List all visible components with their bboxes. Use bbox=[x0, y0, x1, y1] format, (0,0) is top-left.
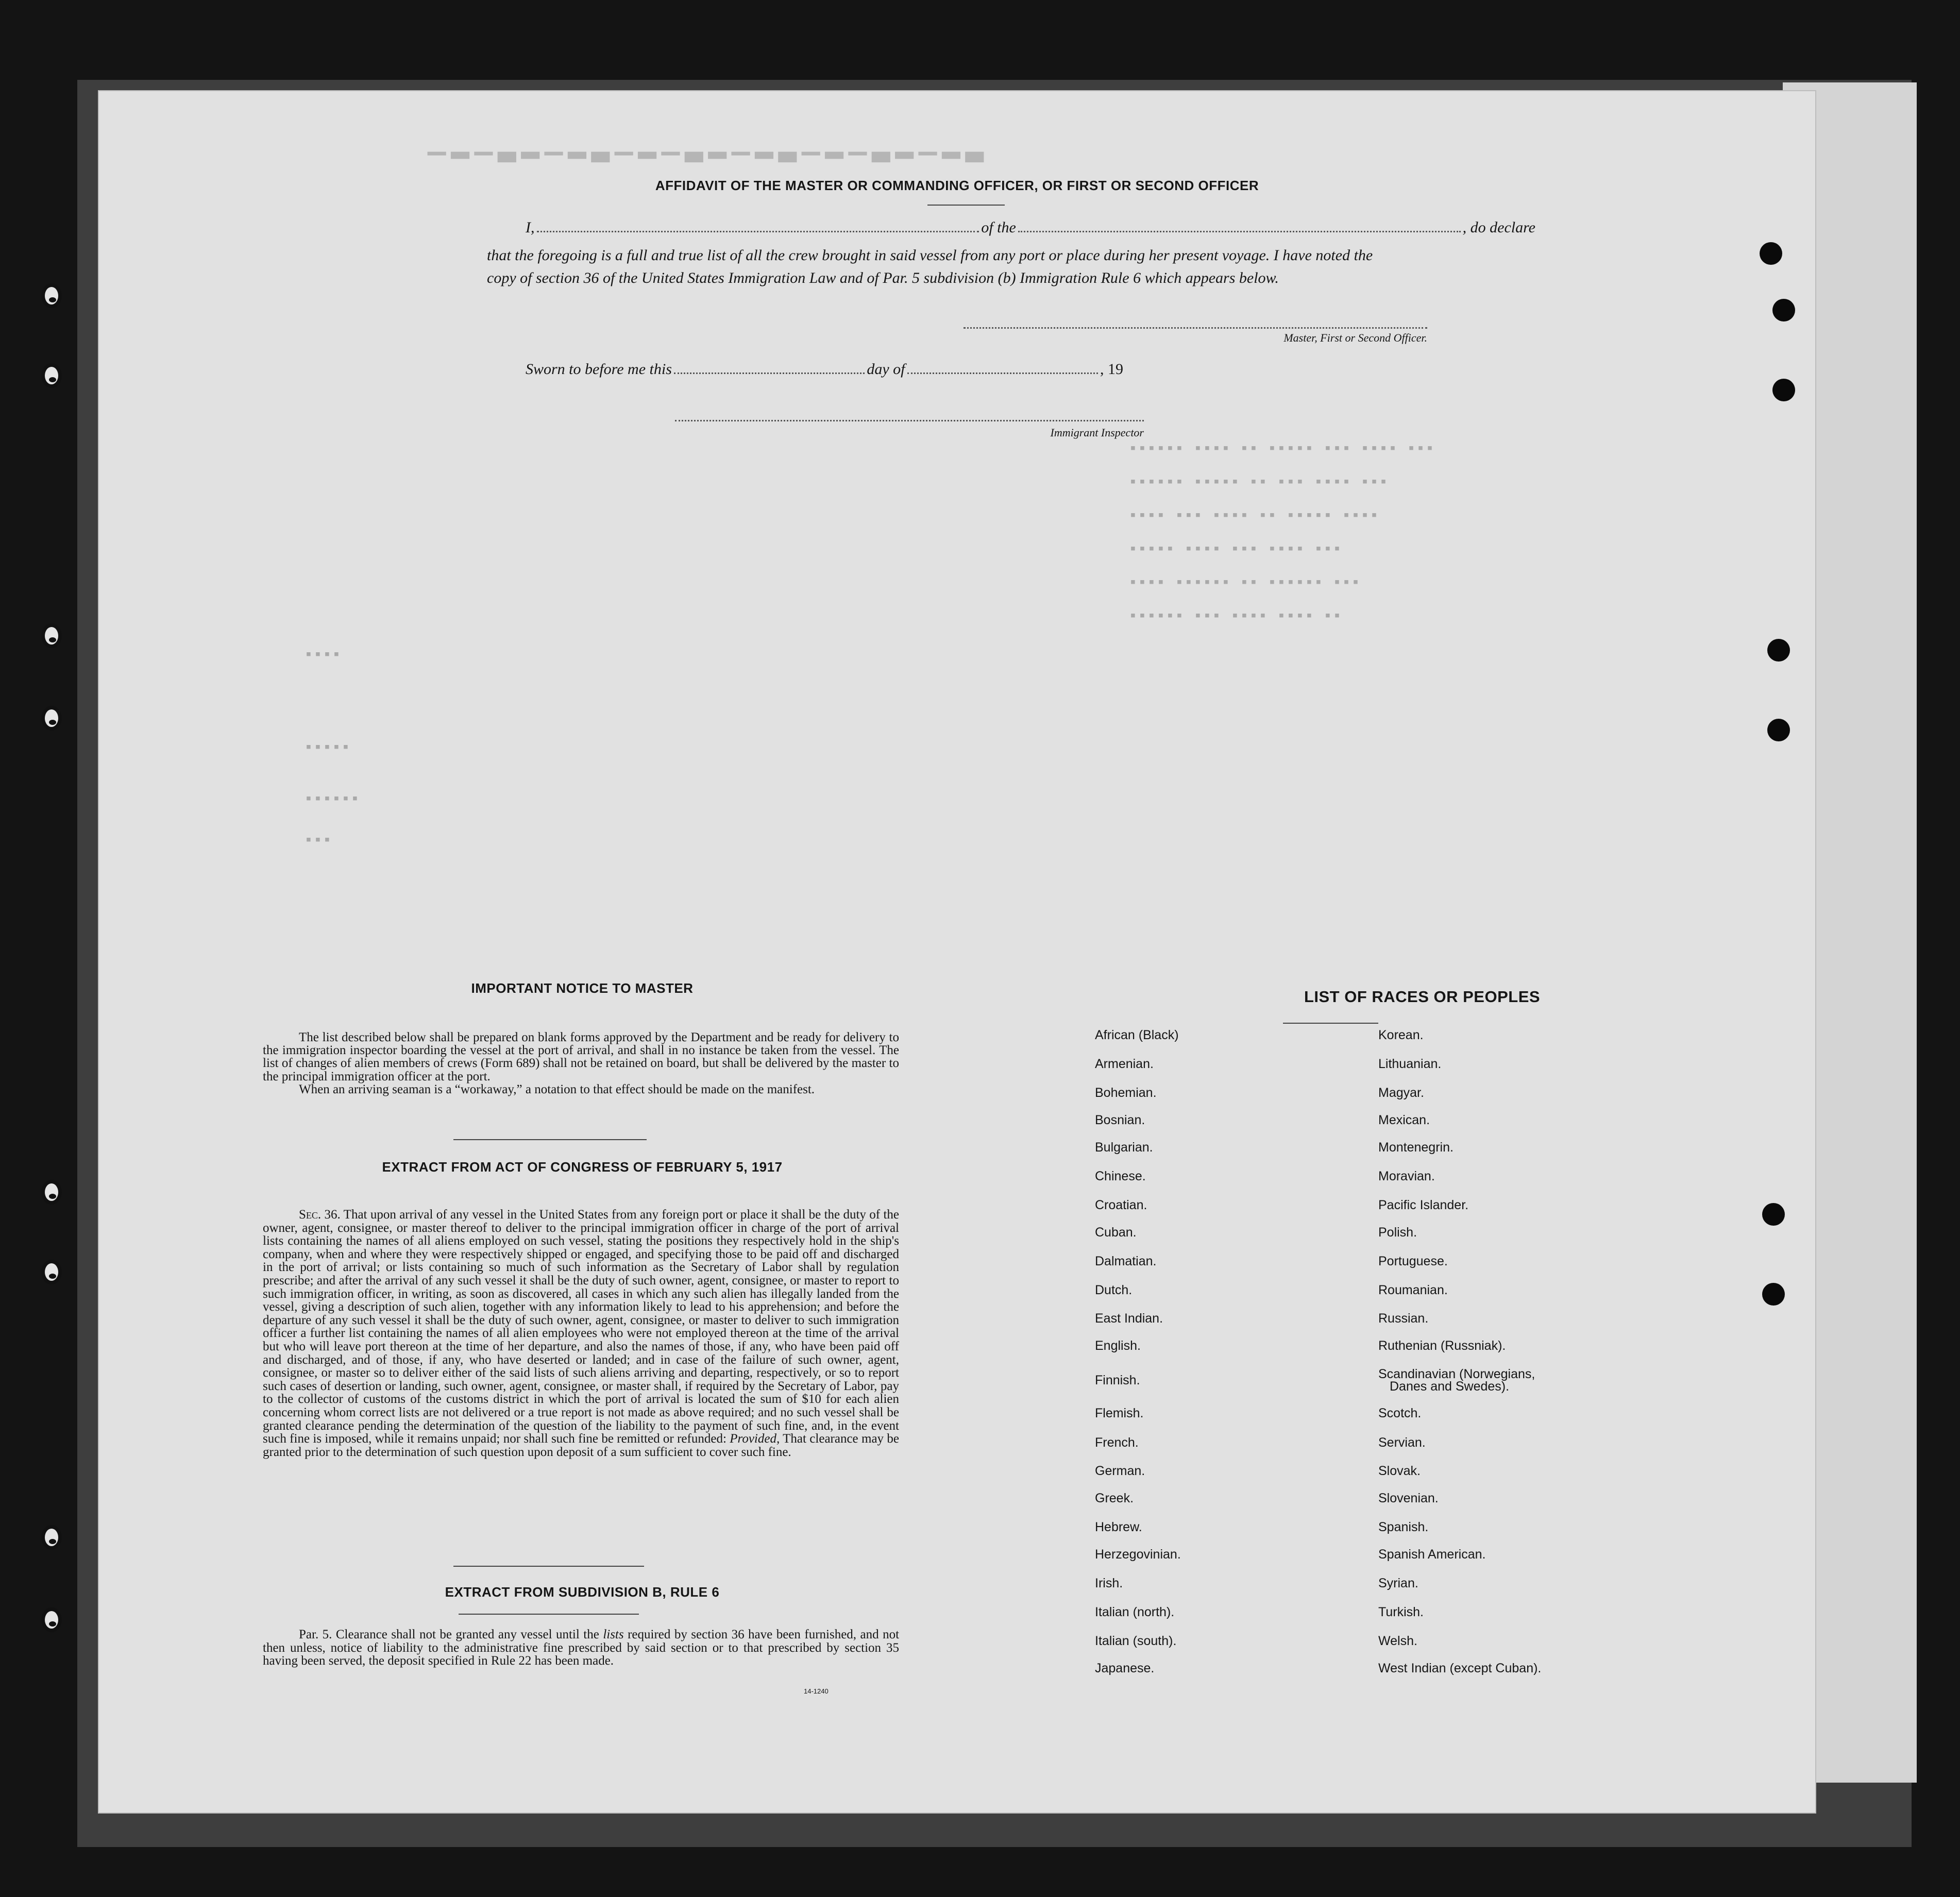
race-item: African (Black) bbox=[1095, 1028, 1179, 1042]
race-item: Croatian. bbox=[1095, 1198, 1147, 1212]
bleed-through-row: ▪▪▪▪▪▪ ▪▪▪▪ ▪▪ ▪▪▪▪▪ ▪▪▪ ▪▪▪▪ ▪▪▪ bbox=[1128, 441, 1435, 458]
race-item: English. bbox=[1095, 1339, 1141, 1353]
title-divider bbox=[927, 205, 1005, 206]
sworn-day-field[interactable] bbox=[674, 372, 865, 374]
notice-paragraph-1: The list described below shall be prepared on blank forms approved by the Department and be ready for delivery to the immigration inspector boarding the vessel at the port of arrival, and shall in no instance be taken from the vessel. The list of changes of alien members of crews (Form 689) shall not be retained on board, but shall be delivered by the master to the principal immigration officer at the port. bbox=[263, 1030, 899, 1083]
section-36-text: That upon arrival of any vessel in the United States from any foreign port or place it shall be the duty of the owner, agent, consignee, or master thereof to deliver to the principal immigration officer in charge of the port of arrival lists containing the names of all aliens employed on such vessel, stating the positions they respectively hold in the ship's company, when and where they were respectively shipped or engaged, and specifying those to be paid off and discharged in the port of arrival; or lists containing so much of such information as the Secretary of Labor shall by regulation prescribe; and after the arrival of any such vessel it shall be the duty of such owner, agent, consignee, or master to report to such immigration officer, in writing, as soon as discovered, all cases in which any such alien has illegally landed from the vessel, giving a description of such alien, together with any information likely to lead to his apprehension; and before the departure of any such vessel it shall be the duty of such owner, agent, consignee, or master to deliver to such immigration officer a further list containing the names of all alien employees who were not employed thereon at the time of the arrival but who will leave port thereon at the time of her departure, and also the names of those, if any, who have been paid off and discharged, and of those, if any, who have deserted or landed; and in case of the failure of such owner, agent, consignee, or master so to deliver either of the said lists of such aliens arriving and departing, respectively, or so to report such cases of desertion or landing, such owner, agent, consignee, or master shall, if required by the Secretary of Labor, pay to the collector of customs of the customs district in which the port of arrival is located the sum of $10 for each alien concerning whom correct lists are not delivered or a true report is not made as above required; and no such vessel shall be granted clearance pending the determination of the question of the liability to the payment of such fine, and, in the event such fine is imposed, while it remains unpaid; nor shall such fine be remitted or refunded: bbox=[263, 1208, 899, 1446]
bleed-through-heading: ▁▂▁▃▂▁▂▃▁▂▁▃▂▁▂▃▁▂▁▃▂▁▂▃ bbox=[428, 153, 989, 179]
master-signature-label: Master, First or Second Officer. bbox=[1283, 331, 1427, 344]
manifest-page bbox=[98, 90, 1816, 1814]
bleed-through-row: ▪▪▪▪ ▪▪▪▪▪▪ ▪▪ ▪▪▪▪▪▪ ▪▪▪ bbox=[1128, 574, 1361, 592]
bleed-through-row: ▪▪▪▪▪▪ ▪▪▪ ▪▪▪▪ ▪▪▪▪ ▪▪ bbox=[1128, 608, 1342, 625]
race-item: Turkish. bbox=[1378, 1605, 1424, 1619]
inspector-signature-label: Immigrant Inspector bbox=[1050, 426, 1144, 439]
binder-ring bbox=[41, 283, 62, 308]
race-item: East Indian. bbox=[1095, 1311, 1163, 1326]
race-item: Finnish. bbox=[1095, 1373, 1140, 1387]
vessel-name-field[interactable] bbox=[1018, 230, 1461, 232]
sworn-month-field[interactable] bbox=[907, 372, 1098, 374]
binder-ring bbox=[41, 1260, 62, 1284]
proviso-text: That clearance may be granted prior to the determination of such question upon deposit of a sum sufficient to cover such fine. bbox=[263, 1432, 899, 1459]
declaration-line-3: copy of section 36 of the United States Immigration Law and of Par. 5 subdivision (b) Immigration Rule 6 which appears below. bbox=[487, 269, 1279, 286]
race-item: Lithuanian. bbox=[1378, 1057, 1442, 1071]
race-item: Slovenian. bbox=[1378, 1491, 1439, 1505]
race-item: Korean. bbox=[1378, 1028, 1424, 1042]
declarant-name-field[interactable] bbox=[537, 230, 979, 232]
punch-hole bbox=[1772, 379, 1795, 401]
race-item: Spanish. bbox=[1378, 1520, 1429, 1534]
race-item: Italian (north). bbox=[1095, 1605, 1175, 1619]
race-item: Portuguese. bbox=[1378, 1254, 1448, 1268]
race-item: Irish. bbox=[1095, 1576, 1123, 1590]
master-signature-field[interactable] bbox=[964, 327, 1427, 329]
race-item: Polish. bbox=[1378, 1225, 1417, 1240]
punch-hole bbox=[1762, 1283, 1785, 1306]
sworn-prefix: Sworn to before me this bbox=[526, 361, 672, 378]
rule-text-rest: required by section 36 have been furnished, and not then unless, notice of liability to the administrative fine prescribed by said section or to that prescribed by section 35 having been served, the deposit specified in Rule 22 has been made. bbox=[263, 1628, 900, 1668]
race-item: Moravian. bbox=[1378, 1169, 1435, 1183]
punch-hole bbox=[1762, 1203, 1785, 1226]
race-item: Greek. bbox=[1095, 1491, 1134, 1505]
race-item: Flemish. bbox=[1095, 1406, 1144, 1420]
race-item: Russian. bbox=[1378, 1311, 1429, 1326]
notice-divider bbox=[453, 1139, 647, 1140]
race-item: Spanish American. bbox=[1378, 1547, 1486, 1562]
race-item: Montenegrin. bbox=[1378, 1140, 1454, 1155]
race-item: Japanese. bbox=[1095, 1661, 1155, 1675]
race-item: Ruthenian (Russniak). bbox=[1378, 1339, 1506, 1353]
race-item: Bosnian. bbox=[1095, 1113, 1145, 1127]
punch-hole bbox=[1767, 639, 1790, 662]
race-item: Mexican. bbox=[1378, 1113, 1430, 1127]
inspector-signature-field[interactable] bbox=[675, 420, 1144, 421]
punch-hole bbox=[1767, 719, 1790, 741]
bleed-through-row: ▪▪▪▪▪▪ bbox=[304, 791, 360, 808]
race-item: Hebrew. bbox=[1095, 1520, 1142, 1534]
races-divider bbox=[1283, 1023, 1378, 1024]
notice-body bbox=[263, 1031, 899, 1096]
race-item: Welsh. bbox=[1378, 1634, 1417, 1648]
act-extract-title: EXTRACT FROM ACT OF CONGRESS OF FEBRUARY 5, 1917 bbox=[382, 1159, 783, 1175]
punch-hole bbox=[1772, 299, 1795, 321]
affidavit-title: AFFIDAVIT OF THE MASTER OR COMMANDING OFFICER, OR FIRST OR SECOND OFFICER bbox=[655, 178, 1259, 193]
act-extract-body bbox=[263, 1208, 899, 1459]
race-item: Dutch. bbox=[1095, 1283, 1133, 1297]
act-divider bbox=[453, 1566, 644, 1567]
race-item: Cuban. bbox=[1095, 1225, 1137, 1240]
declaration-line-1 bbox=[526, 219, 1535, 236]
notice-paragraph-2: When an arriving seaman is a “workaway,” a notation to that effect should be made on the manifest. bbox=[299, 1082, 815, 1096]
race-item: Italian (south). bbox=[1095, 1634, 1177, 1648]
rule-extract-body bbox=[263, 1628, 899, 1668]
race-item: Bohemian. bbox=[1095, 1086, 1157, 1100]
races-title: LIST OF RACES OR PEOPLES bbox=[1304, 988, 1541, 1006]
binder-ring bbox=[41, 1607, 62, 1632]
year-prefix: , 19 bbox=[1100, 361, 1123, 378]
race-item: Scotch. bbox=[1378, 1406, 1422, 1420]
notice-title: IMPORTANT NOTICE TO MASTER bbox=[471, 980, 694, 996]
rule-divider bbox=[459, 1614, 639, 1615]
race-item: Dalmatian. bbox=[1095, 1254, 1157, 1268]
race-item: Herzegovinian. bbox=[1095, 1547, 1181, 1562]
race-item: Slovak. bbox=[1378, 1464, 1421, 1478]
declarant-prefix: I, bbox=[526, 219, 535, 236]
vessel-prefix: of the bbox=[981, 219, 1016, 236]
race-item: Armenian. bbox=[1095, 1057, 1154, 1071]
declare-suffix: , do declare bbox=[1462, 219, 1535, 236]
bleed-through-row: ▪▪▪▪▪ bbox=[304, 739, 351, 757]
race-item: West Indian (except Cuban). bbox=[1378, 1661, 1542, 1675]
rule-text-italic: lists bbox=[603, 1628, 624, 1641]
race-item: Bulgarian. bbox=[1095, 1140, 1153, 1155]
bleed-through-row: ▪▪▪▪ ▪▪▪ ▪▪▪▪ ▪▪ ▪▪▪▪▪ ▪▪▪▪ bbox=[1128, 507, 1379, 525]
proviso-word: Provided, bbox=[730, 1432, 780, 1446]
rule-extract-title: EXTRACT FROM SUBDIVISION B, RULE 6 bbox=[445, 1584, 720, 1600]
race-item: French. bbox=[1095, 1435, 1139, 1450]
bleed-through-row: ▪▪▪▪ bbox=[304, 647, 342, 664]
bleed-through-row: ▪▪▪▪▪▪ ▪▪▪▪▪ ▪▪ ▪▪▪ ▪▪▪▪ ▪▪▪ bbox=[1128, 474, 1389, 492]
race-item: Magyar. bbox=[1378, 1086, 1424, 1100]
race-item: Chinese. bbox=[1095, 1169, 1146, 1183]
declaration-line-2: that the foregoing is a full and true list of all the crew brought in said vessel from any port or place during her present voyage. I have noted the bbox=[487, 247, 1373, 264]
race-item: Roumanian. bbox=[1378, 1283, 1448, 1297]
binder-ring bbox=[41, 1180, 62, 1205]
day-of-label: day of bbox=[867, 361, 905, 378]
race-item: Scandinavian (Norwegians, bbox=[1378, 1367, 1535, 1381]
section-label: Sec. 36. bbox=[299, 1208, 341, 1222]
punch-hole bbox=[1760, 242, 1782, 265]
form-number: 14-1240 bbox=[804, 1687, 829, 1695]
race-item: Pacific Islander. bbox=[1378, 1198, 1469, 1212]
binder-ring bbox=[41, 1525, 62, 1550]
race-item: Servian. bbox=[1378, 1435, 1426, 1450]
bleed-through-row: ▪▪▪▪▪ ▪▪▪▪ ▪▪▪ ▪▪▪▪ ▪▪▪ bbox=[1128, 541, 1342, 558]
race-item: German. bbox=[1095, 1464, 1145, 1478]
binder-ring bbox=[41, 623, 62, 648]
binder-ring bbox=[41, 363, 62, 388]
bleed-through-row: ▪▪▪ bbox=[304, 832, 332, 850]
sworn-line bbox=[526, 361, 1123, 378]
race-item: Syrian. bbox=[1378, 1576, 1418, 1590]
binder-ring bbox=[41, 706, 62, 731]
rule-text-start: Par. 5. Clearance shall not be granted any vessel until the bbox=[299, 1628, 599, 1641]
race-item: Danes and Swedes). bbox=[1390, 1379, 1510, 1394]
